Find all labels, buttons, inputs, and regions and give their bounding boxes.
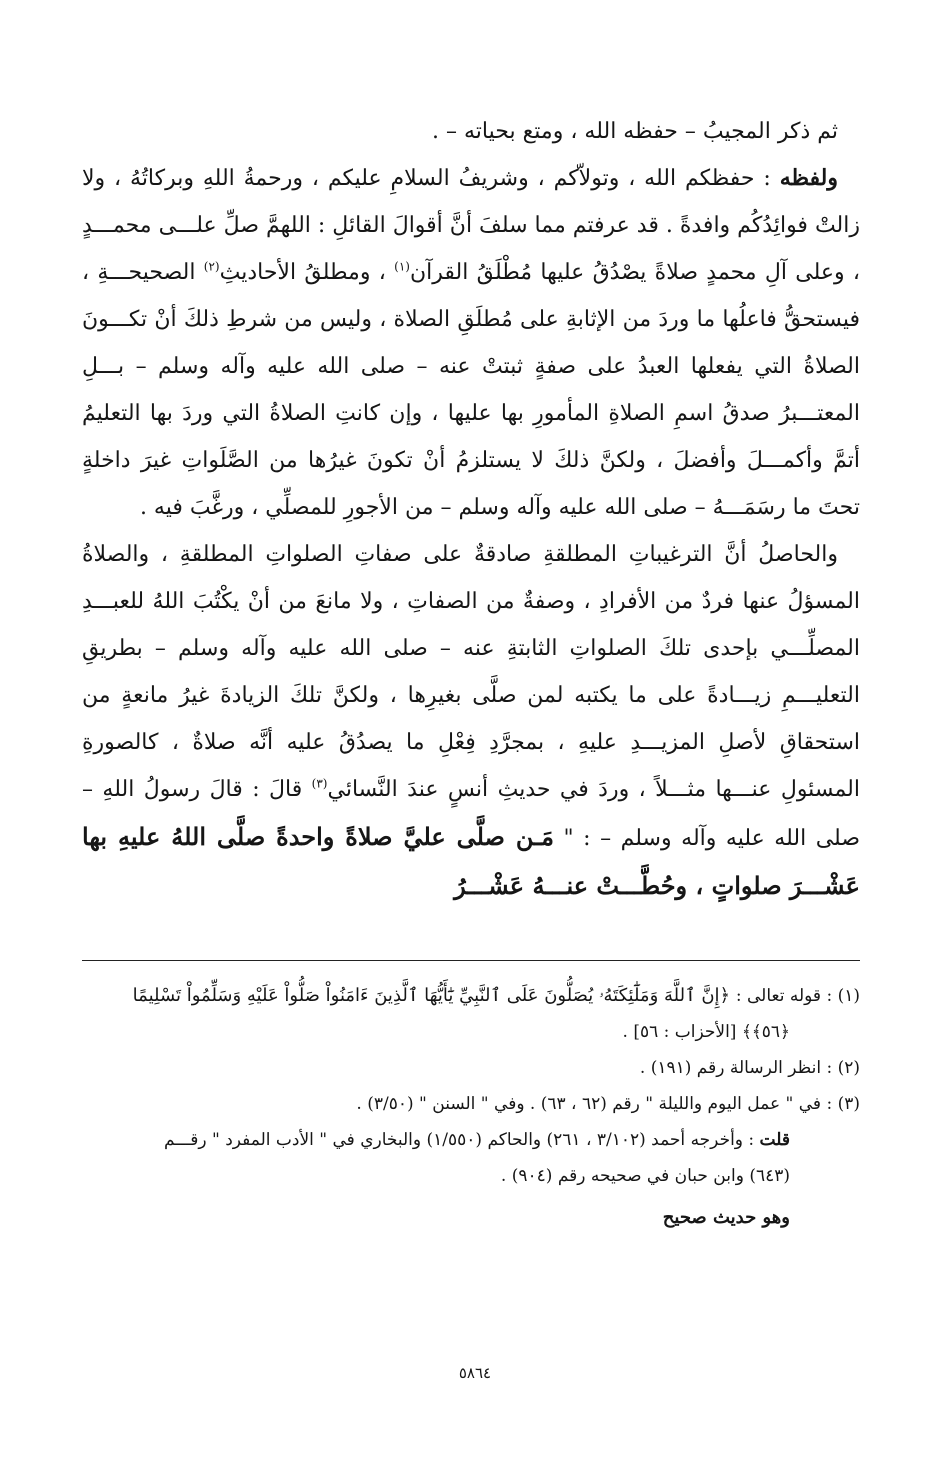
opening-line-text: ثم ذكر المجيبُ – حفظه الله ، ومتع بحياته – .: [432, 119, 838, 144]
footnote-2-text: (٢) : انظر الرسالة رقم (١٩١) .: [639, 1058, 860, 1078]
opening-line: [82, 108, 860, 155]
paragraph-lafzuhu-text: : حفظكم الله ، وتولاّكم ، وشريفُ السلامِ عليكم ، ورحمةُ اللهِ وبركاتُهُ ، ولا زالتْ فوائِدُكُم وافدةً . قد عرفتم مما سلفَ أنَّ أقوالَ القائلِ : اللهمَّ صلِّ علـــى محمـــدٍ ، وعلى آلِ محمدٍ صلاةً يصْدُقُ عليها مُطْلَقُ القرآن: [82, 166, 861, 285]
footnote-4-label: قلت: [759, 1130, 790, 1150]
footnote-ref-2[interactable]: (٢): [203, 259, 220, 274]
hadith-quote: مَـن صلَّى عليَّ صلاةً واحدةً صلَّى اللهُ عليهِ بها عَشْـــرَ صلواتٍ ، وحُطَّـــتْ عنـــهُ عَشْـــرُ: [82, 822, 860, 900]
paragraph-lafzuhu-text-2: ، ومطلقُ الأحاديثِ: [219, 260, 395, 285]
paragraph-lafzuhu-text-3: الصحيحـــةِ ، فيستحقُّ فاعلُها ما وردَ من الإثابةِ على مُطلَقِ الصلاة ، وليس من شرطِ ذلكَ أنْ تكـــونَ الصلاةُ التي يفعلها العبدُ على صفةٍ ثبتتْ عنه – صلى الله عليه وآله وسلم – بـــلِ المعتـــبرُ صدقُ اسمِ الصلاةِ المأمورِ بها عليها ، وإن كانتِ الصلاةُ التي وردَ بها التعليمُ أتمَّ وأكمـــلَ وأفضلَ ، ولكنَّ ذلكَ لا يستلزمُ أنْ تكونَ غيرُها من الصَّلَواتِ غيرَ داخلةٍ تحتَ ما رسَمَـــهُ – صلى الله عليه وآله وسلم – من الأجورِ للمصلِّي ، ورغَّبَ فيه .: [82, 260, 860, 520]
footnote-3: [82, 1086, 860, 1122]
footnote-4-text: : وأخرجه أحمد (٣/١٠٢ ، ٢٦١) والحاكم (١/٥٥٠) والبخاري في " الأدب المفرد " رقـــم: [163, 1130, 760, 1150]
page-body: [82, 108, 860, 911]
paragraph-conclusion-text-2: قالَ : قالَ رسولُ اللهِ – صلى الله عليه وآله وسلم – : ": [82, 777, 861, 851]
footnote-verdict: [82, 1200, 860, 1236]
footnote-1-verse: ﴿إِنَّ ٱللَّهَ وَمَلَٰٓئِكَتَهُۥ يُصَلُّونَ عَلَى ٱلنَّبِيِّ يَٰٓأَيُّهَا ٱلَّذِينَ ءَامَنُواْ صَلُّواْ عَلَيْهِ وَسَلِّمُواْ تَسْلِيمًا: [132, 985, 736, 1006]
footnote-4: [82, 1122, 860, 1158]
paragraph-conclusion-text: والحاصلُ أنَّ الترغيباتِ المطلقةِ صادقةٌ على صفاتِ الصلواتِ المطلقةِ ، والصلاةُ المسؤلُ عنها فردٌ من الأفرادِ ، وصفةٌ من الصفاتِ ، ولا مانعَ من أنْ يكْتُبَ اللهُ للعبـــدِ المصلِّـــي بإحدى تلكَ الصلواتِ الثابتةِ عنه – صلى الله عليه وآله وسلم – بطريقِ التعليـــمِ زيـــادةً على ما يكتبه لمن صلَّى بغيرِها ، ولكنَّ تلكَ الزيادةَ غيرُ مانعةٍ من استحقاقِ لأصلِ المزيـــدِ عليهِ ، بمجرَّدِ فِعْلِ ما يصدُقُ عليه أنَّه صلاةٌ ، كالصورةِ المسئولِ عنـــها مثـــلاً ، وردَ في حديثِ أنسٍ عندَ النَّسائي: [82, 542, 860, 802]
footnote-ref-1[interactable]: (١): [394, 259, 410, 274]
footnotes: [82, 978, 860, 1236]
paragraph-conclusion: [82, 531, 860, 911]
footnote-verdict-text: وهو حديث صحيح: [662, 1207, 790, 1228]
footnote-1: [82, 978, 860, 1014]
footnote-2: [82, 1050, 860, 1086]
page-number: ٥٨٦٤: [458, 1364, 492, 1382]
paragraph-lafzuhu: [82, 155, 860, 531]
footnote-3-text: (٣) : في " عمل اليوم والليلة " رقم (٦٢ ، ٦٣) . وفي " السنن " (٣/٥٠) .: [356, 1094, 860, 1114]
footnote-1-cont-text: ﴿٥٦﴾﴾ [الأحزاب : ٥٦] .: [622, 1022, 790, 1042]
footnote-4-continuation: [82, 1158, 860, 1194]
footnote-divider: [82, 960, 860, 961]
footnote-1-continuation: [82, 1014, 860, 1050]
footnote-ref-3[interactable]: (٣): [311, 776, 328, 791]
footnote-1-label: (١) : قوله تعالى :: [735, 986, 860, 1006]
footnote-4-cont-text: (٦٤٣) وابن حبان في صحيحه رقم (٩٠٤) .: [500, 1166, 790, 1186]
lafzuhu-label: ولفظه: [779, 165, 838, 191]
main-text: [82, 108, 860, 911]
